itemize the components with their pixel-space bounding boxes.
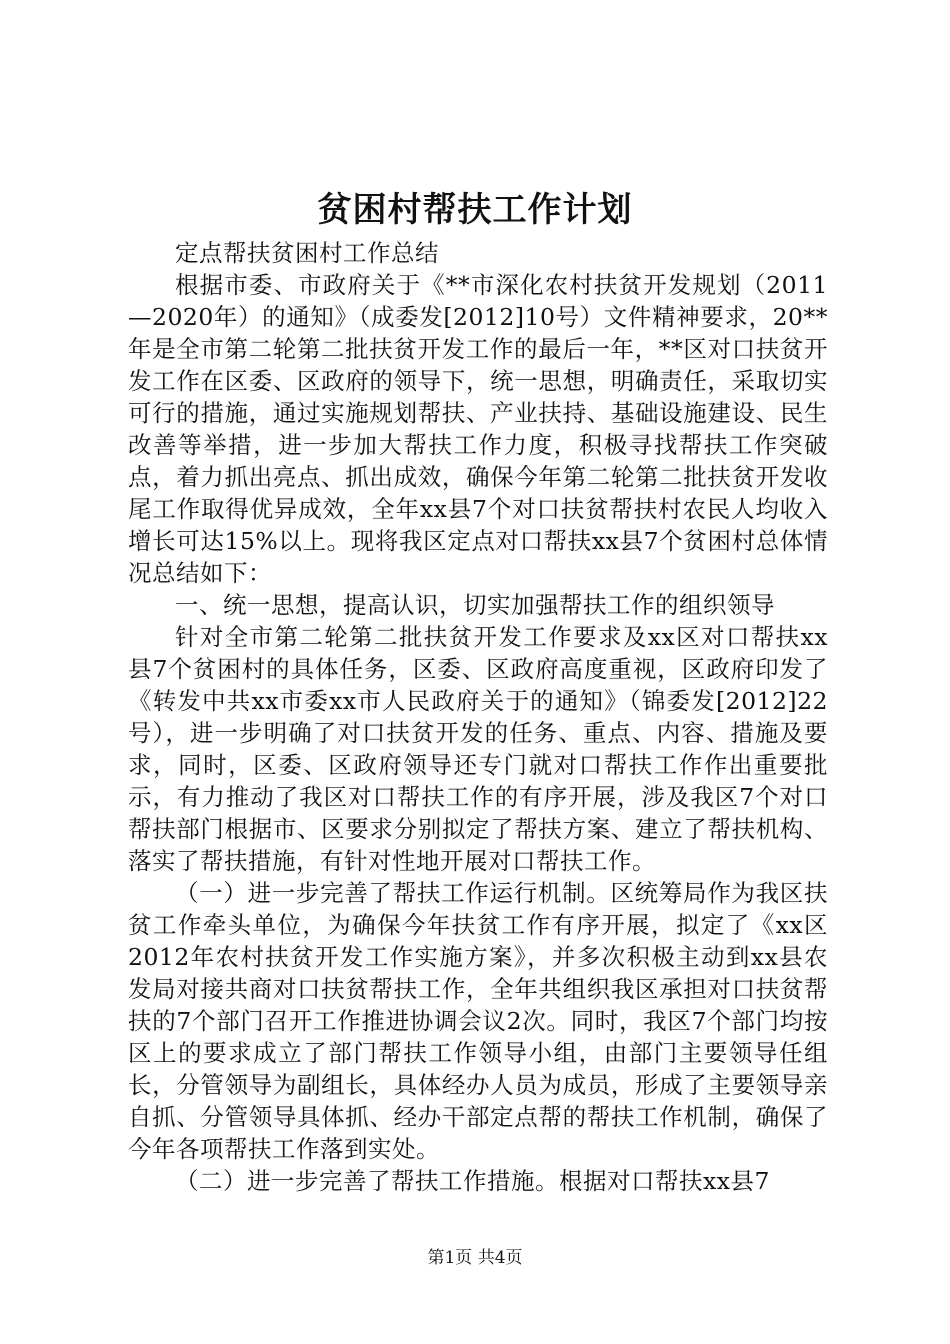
page-footer: 第1页 共4页 (427, 1248, 523, 1268)
paragraph-subsection-2: （二）进一步完善了帮扶工作措施。根据对口帮扶xx县7 (175, 1167, 770, 1195)
document-body (128, 237, 828, 1197)
paragraph-section-1: 针对全市第二轮第二批扶贫开发工作要求及xx区对口帮扶xx县7个贫困村的具体任务，区委、区政府高度重视，区政府印发了《转发中共xx市委xx市人民政府关于的通知》（锦委发[2012]22号），进一步明确了对口扶贫开发的任务、重点、内容、措施及要求，同时，区委、区政府领导还专门就对口帮扶工作作出重要批示，有力推动了我区对口帮扶工作的有序开展，涉及我区7个对口帮扶部门根据市、区要求分别拟定了帮扶方案、建立了帮扶机构、落实了帮扶措施，有针对性地开展对口帮扶工作。 (128, 623, 828, 875)
section-heading-1: 一、统一思想，提高认识，切实加强帮扶工作的组织领导 (175, 591, 775, 619)
document-title: 贫困村帮扶工作计划 (317, 190, 633, 230)
document-subtitle: 定点帮扶贫困村工作总结 (175, 239, 439, 267)
paragraph-intro: 根据市委、市政府关于《**市深化农村扶贫开发规划（2011—2020年）的通知》（成委发[2012]10号）文件精神要求，20**年是全市第二轮第二批扶贫开发工作的最后一年，**区对口扶贫开发工作在区委、区政府的领导下，统一思想，明确责任，采取切实可行的措施，通过实施规划帮扶、产业扶持、基础设施建设、民生改善等举措，进一步加大帮扶工作力度，积极寻找帮扶工作突破点，着力抓出亮点、抓出成效，确保今年第二轮第二批扶贫开发收尾工作取得优异成效，全年xx县7个对口扶贫帮扶村农民人均收入增长可达15%以上。现将我区定点对口帮扶xx县7个贫困村总体情况总结如下： (128, 271, 828, 587)
paragraph-subsection-1: （一）进一步完善了帮扶工作运行机制。区统筹局作为我区扶贫工作牵头单位，为确保今年扶贫工作有序开展，拟定了《xx区2012年农村扶贫开发工作实施方案》，并多次积极主动到xx县农发局对接共商对口扶贫帮扶工作，全年共组织我区承担对口扶贫帮扶的7个部门召开工作推进协调会议2次。同时，我区7个部门均按区上的要求成立了部门帮扶工作领导小组，由部门主要领导任组长，分管领导为副组长，具体经办人员为成员，形成了主要领导亲自抓、分管领导具体抓、经办干部定点帮的帮扶工作机制，确保了今年各项帮扶工作落到实处。 (128, 879, 828, 1163)
